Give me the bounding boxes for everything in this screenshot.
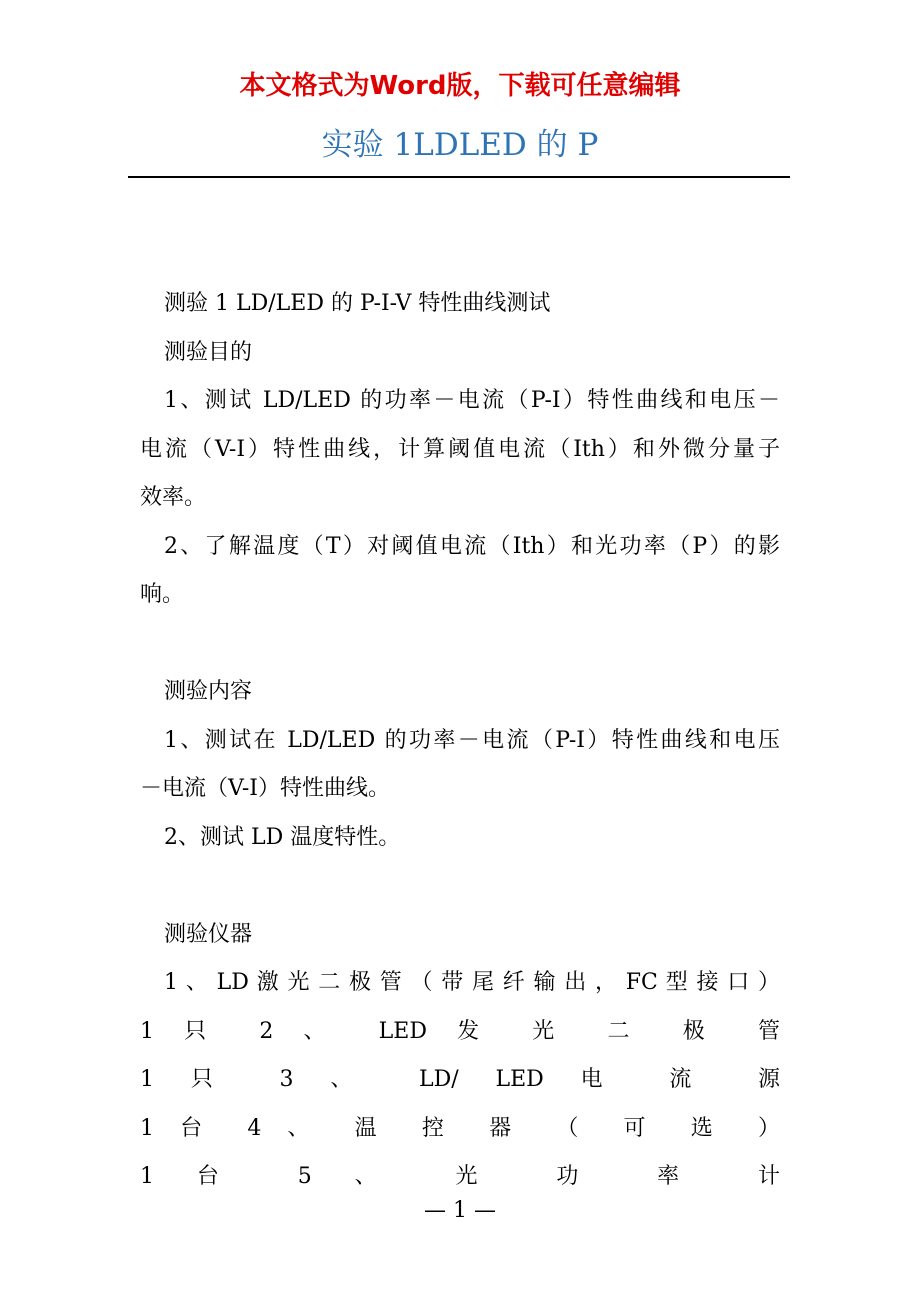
instrument-line-4: 1 台 4 、 温 控 器 （ 可 选 ） (140, 1115, 780, 1141)
purpose-item-1-line-3: 效率。 (140, 485, 207, 510)
instrument-line-5: 1 台 5 、 光 功 率 计 (140, 1164, 780, 1189)
content-item-1-line-2: －电流（V-I）特性曲线。 (140, 776, 390, 801)
purpose-item-2-line-2: 响。 (140, 582, 185, 607)
purpose-title: 测验目的 (164, 339, 253, 365)
header-divider (128, 176, 790, 178)
instrument-line-2: 1 只 2 、 LED 发 光 二 极 管 (140, 1018, 780, 1044)
instrument-line-3: 1 只 3 、 LD/ LED 电 流 源 (140, 1067, 780, 1092)
purpose-item-2-line-1: 2、了解温度（T）对阈值电流（Ith）和光功率（P）的影 (164, 533, 780, 559)
content-title: 测验内容 (164, 679, 253, 704)
purpose-item-1-line-1: 1、测试 LD/LED 的功率－电流（P-I）特性曲线和电压－ (164, 388, 780, 413)
instrument-line-1: 1 、 LD 激 光 二 极 管 （ 带 尾 纤 输 出 ， FC 型 接 口 ） (164, 970, 780, 995)
instruments-title: 测验仪器 (164, 921, 253, 947)
section-spacer (140, 862, 780, 911)
section-spacer (140, 620, 780, 669)
document-title: 实验 1LDLED 的 P (321, 127, 599, 163)
download-banner: 本文格式为Word版，下载可任意编辑 (239, 71, 681, 101)
content-item-2: 2、测试 LD 温度特性。 (164, 824, 401, 850)
page-number: — 1 — (424, 1198, 496, 1223)
content-item-1-line-1: 1、测试在 LD/LED 的功率－电流（P-I）特性曲线和电压 (164, 727, 780, 753)
experiment-heading: 测验 1 LD/LED 的 P-I-V 特性曲线测试 (164, 291, 551, 316)
document-body (140, 280, 780, 1202)
purpose-item-1-line-2: 电流（V-I）特性曲线，计算阈值电流（Ith）和外微分量子 (140, 436, 780, 462)
